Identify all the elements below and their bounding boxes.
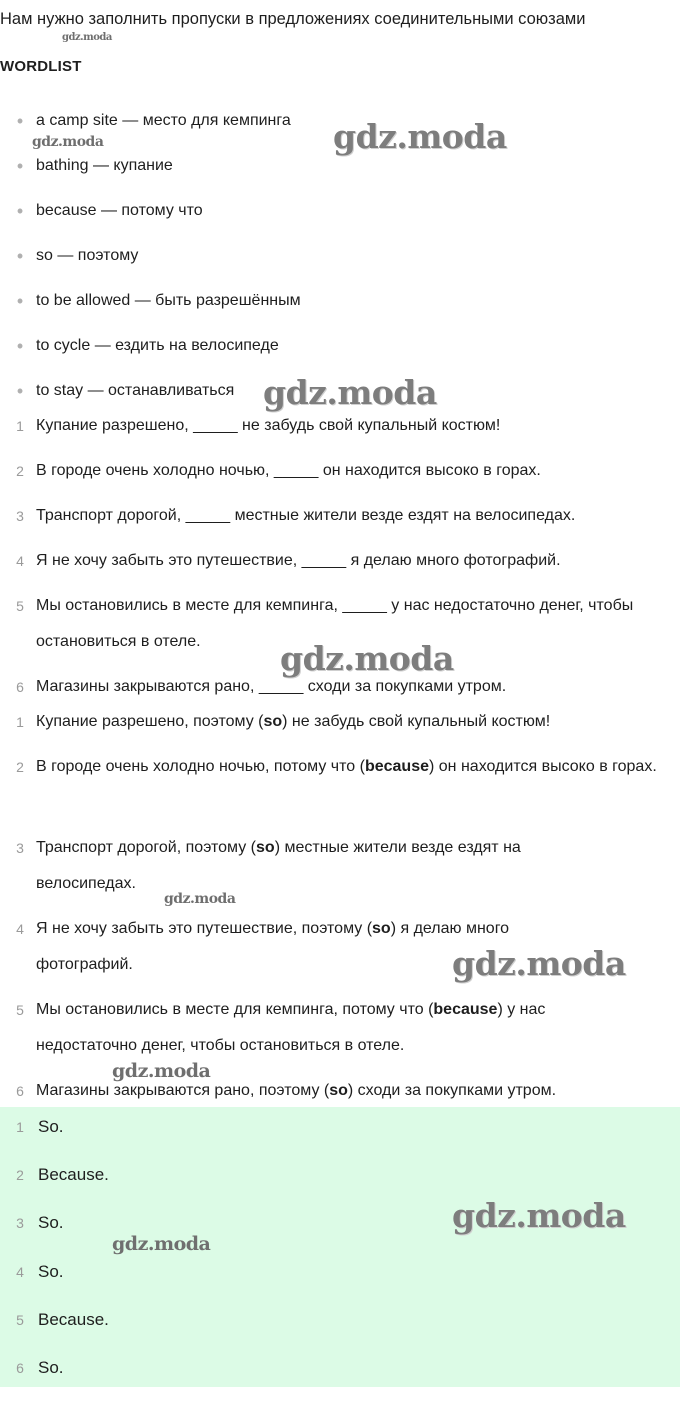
item-number: 6	[16, 1360, 24, 1376]
watermark: gdz.moda	[32, 134, 104, 150]
wordlist-item: to be allowed — быть разрешённым	[36, 292, 301, 309]
wordlist-item: because — потому что	[36, 202, 203, 219]
watermark: gdz.moda	[452, 1196, 626, 1235]
bullet-icon: •	[16, 201, 24, 221]
item-number: 3	[16, 840, 24, 856]
answer-word: so	[372, 920, 391, 937]
answer-text: So.	[38, 1213, 64, 1232]
bullet-icon: •	[16, 336, 24, 356]
wordlist-heading: WORDLIST	[0, 58, 82, 75]
solution-text: Магазины закрываются рано, поэтому (so) сходи за покупками утром.	[36, 1082, 557, 1099]
answer-word: because	[364, 758, 429, 775]
bullet-icon: •	[16, 156, 24, 176]
watermark: gdz.moda	[333, 117, 507, 156]
item-number: 3	[16, 1215, 24, 1231]
item-number: 2	[16, 1167, 24, 1183]
solution-text: Транспорт дорогой, поэтому (so) местные жители везде ездят на велосипедах.	[36, 839, 521, 892]
exercise-text: Транспорт дорогой, _____ местные жители везде ездят на велосипедах.	[36, 507, 576, 524]
wordlist-item: a camp site — место для кемпинга	[36, 112, 291, 129]
item-number: 4	[16, 1264, 24, 1280]
item-number: 2	[16, 463, 24, 479]
exercise-text: Я не хочу забыть это путешествие, _____ я делаю много фотографий.	[36, 552, 561, 569]
wordlist-item: so — поэтому	[36, 247, 139, 264]
item-number: 1	[16, 418, 24, 434]
wordlist-item: bathing — купание	[36, 157, 173, 174]
answer-text: So.	[38, 1262, 64, 1281]
watermark: gdz.moda	[280, 639, 454, 678]
solution-text: Мы остановились в месте для кемпинга, потому что (because) у нас недостаточно денег, чтобы остановиться в отеле.	[36, 1001, 546, 1054]
answer-text: Because.	[38, 1165, 109, 1184]
exercise-text: В городе очень холодно ночью, _____ он находится высоко в горах.	[36, 462, 541, 479]
item-number: 6	[16, 679, 24, 695]
item-number: 6	[16, 1083, 24, 1099]
item-number: 4	[16, 553, 24, 569]
watermark: gdz.moda	[62, 32, 112, 43]
bullet-icon: •	[16, 381, 24, 401]
exercise-text: Магазины закрываются рано, _____ сходи за покупками утром.	[36, 678, 507, 695]
answer-text: So.	[38, 1358, 64, 1377]
exercise-text: Мы остановились в месте для кемпинга, _____ у нас недостаточно денег, чтобы остановиться в отеле.	[36, 597, 634, 650]
answer-word: so	[329, 1082, 348, 1099]
task-statement: Нам нужно заполнить пропуски в предложениях соединительными союзами	[0, 10, 586, 28]
bullet-icon: •	[16, 291, 24, 311]
answer-text: So.	[38, 1117, 64, 1136]
solution-text: В городе очень холодно ночью, потому что (because) он находится высоко в горах.	[36, 758, 657, 775]
wordlist-item: to cycle — ездить на велосипеде	[36, 337, 279, 354]
watermark: gdz.moda	[112, 1060, 211, 1082]
bullet-icon: •	[16, 246, 24, 266]
exercise-text: Купание разрешено, _____ не забудь свой купальный костюм!	[36, 417, 501, 434]
answers-panel	[0, 1107, 680, 1387]
answer-word: so	[263, 713, 283, 730]
item-number: 5	[16, 1312, 24, 1328]
item-number: 2	[16, 759, 24, 775]
solution-text: Я не хочу забыть это путешествие, поэтому (so) я делаю много фотографий.	[36, 920, 510, 973]
watermark: gdz.moda	[452, 944, 626, 983]
answer-word: so	[256, 839, 275, 856]
answer-word: because	[433, 1001, 498, 1018]
item-number: 5	[16, 1002, 24, 1018]
watermark: gdz.moda	[112, 1233, 211, 1255]
item-number: 1	[16, 714, 24, 730]
watermark: gdz.moda	[263, 373, 437, 412]
watermark: gdz.moda	[164, 891, 236, 907]
item-number: 4	[16, 921, 24, 937]
item-number: 5	[16, 598, 24, 614]
item-number: 3	[16, 508, 24, 524]
bullet-icon: •	[16, 111, 24, 131]
wordlist-item: to stay — останавливаться	[36, 382, 235, 399]
item-number: 1	[16, 1119, 24, 1135]
solution-text: Купание разрешено, поэтому (so) не забудь свой купальный костюм!	[36, 713, 551, 730]
answer-text: Because.	[38, 1310, 109, 1329]
